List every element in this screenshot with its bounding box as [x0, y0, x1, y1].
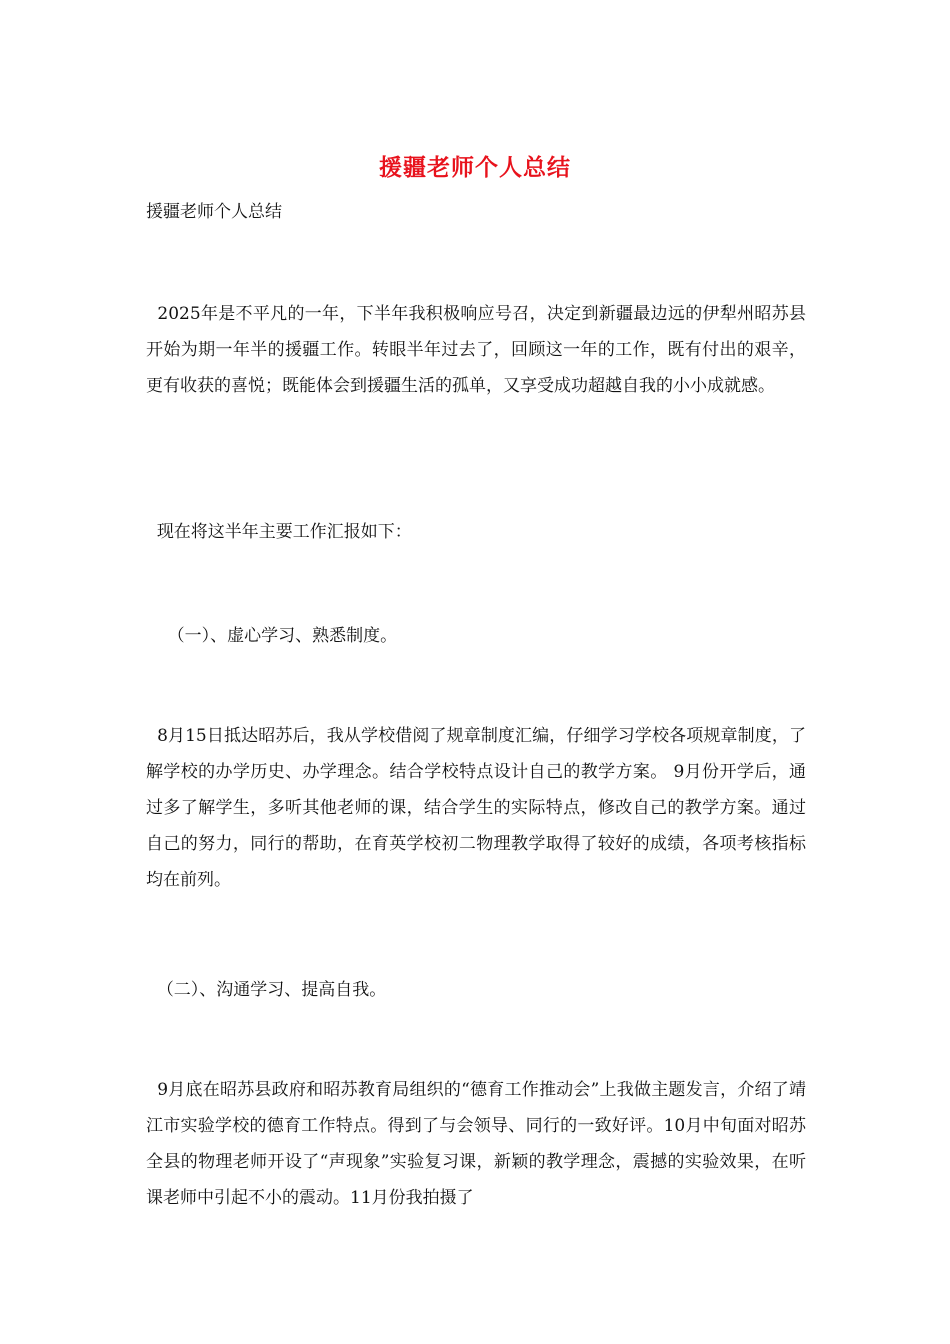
paragraph-section-2: 9月底在昭苏县政府和昭苏教育局组织的“德育工作推动会”上我做主题发言，介绍了靖江市实验学校的德育工作特点。得到了与会领导、同行的一致好评。10月中旬面对昭苏全县的物理老师开设了“声现象”实验复习课，新颖的教学理念，震撼的实验效果，在听课老师中引起不小的震动。11月份我拍摄了 [146, 1080, 806, 1208]
document-subtitle: 援疆老师个人总结 [146, 202, 282, 222]
document-title: 援疆老师个人总结 [379, 154, 571, 181]
section-heading-2: （二）、沟通学习、提高自我。 [146, 980, 387, 1000]
section-heading-1: （一）、虚心学习、熟悉制度。 [146, 626, 398, 646]
paragraph-report-intro: 现在将这半年主要工作汇报如下： [146, 522, 412, 542]
paragraph-intro: 2025年是不平凡的一年，下半年我积极响应号召，决定到新疆最边远的伊犁州昭苏县开始为期一年半的援疆工作。转眼半年过去了，回顾这一年的工作，既有付出的艰辛，更有收获的喜悦；既能体会到援疆生活的孤单，又享受成功超越自我的小小成就感。 [146, 304, 806, 396]
paragraph-section-1: 8月15日抵达昭苏后，我从学校借阅了规章制度汇编，仔细学习学校各项规章制度，了解学校的办学历史、办学理念。结合学校特点设计自己的教学方案。 9月份开学后，通过多了解学生，多听其他老师的课，结合学生的实际特点，修改自己的教学方案。通过自己的努力，同行的帮助，在育英学校初二物理教学取得了较好的成绩，各项考核指标均在前列。 [146, 726, 807, 890]
